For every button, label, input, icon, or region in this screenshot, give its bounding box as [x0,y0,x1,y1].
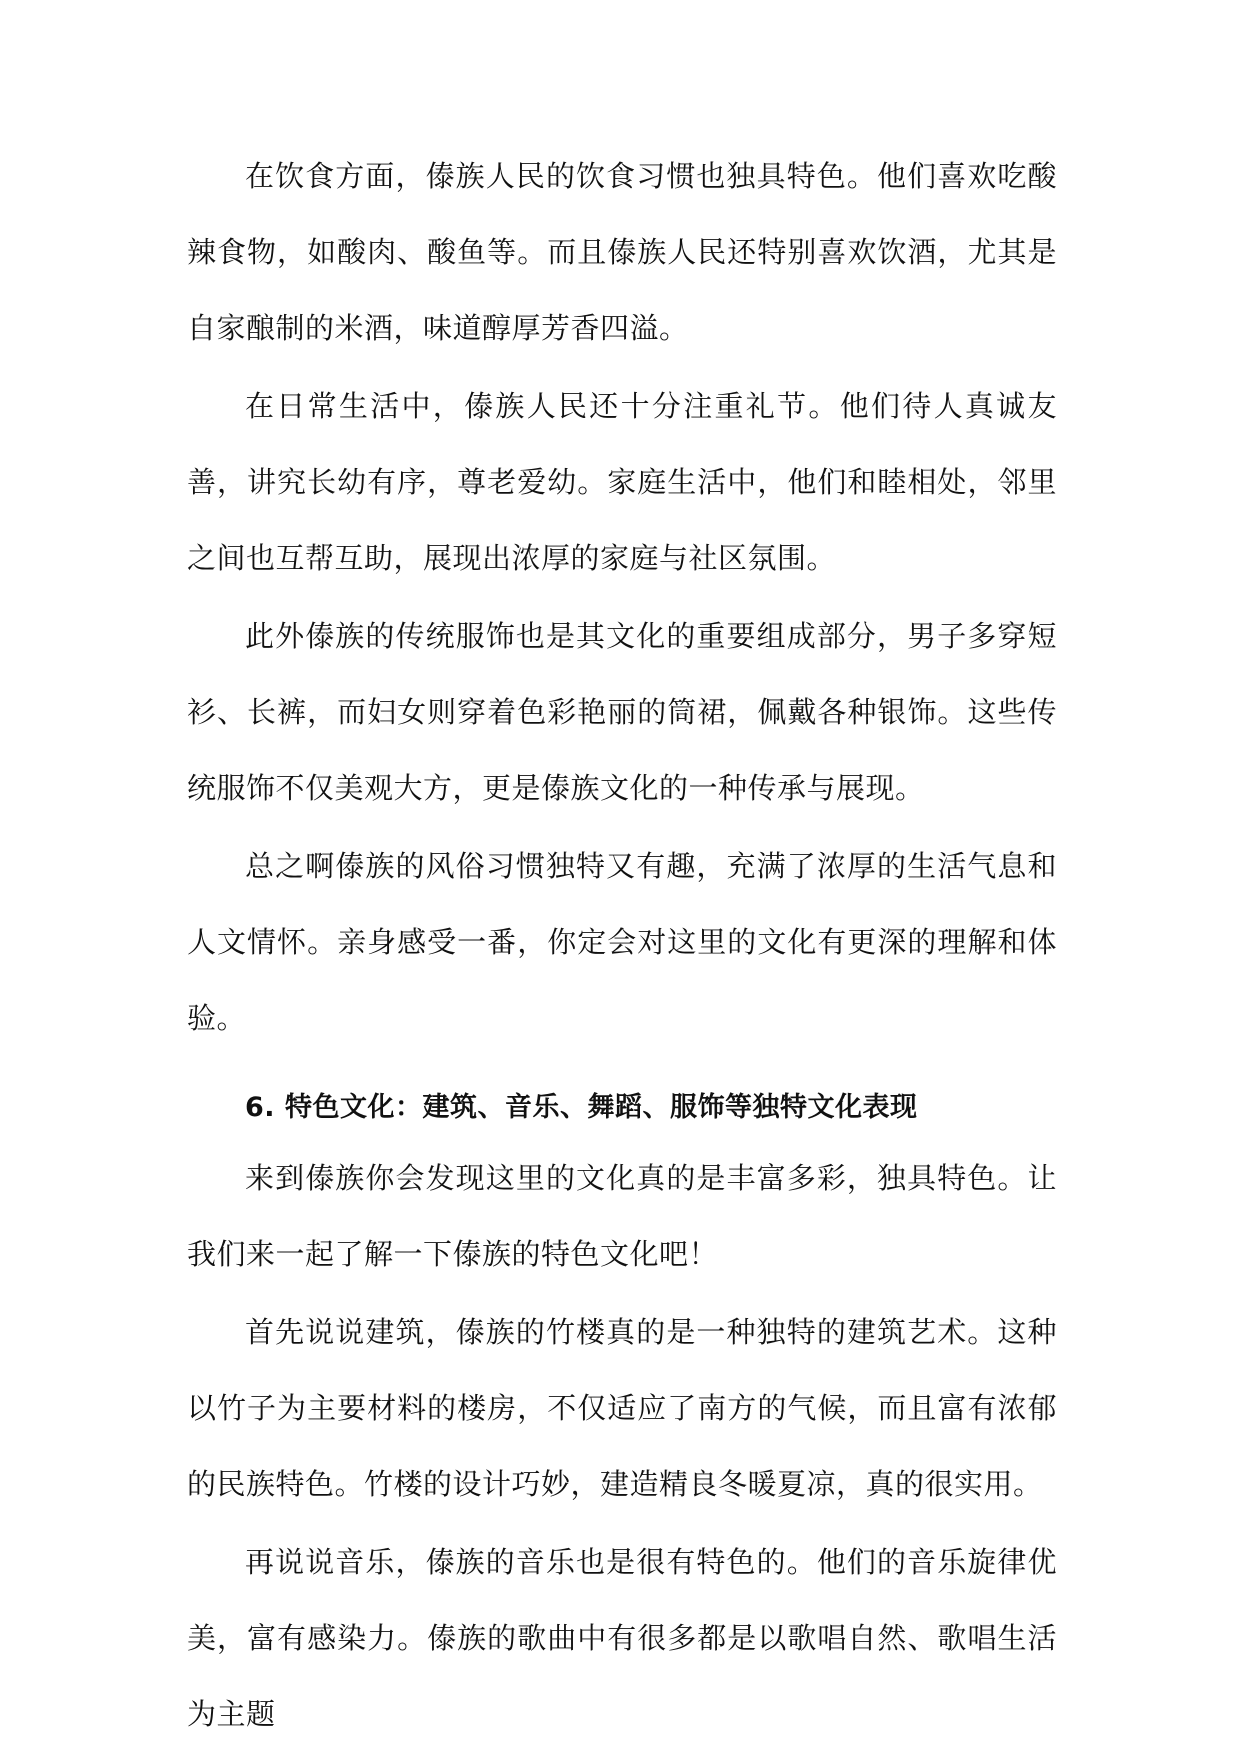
paragraph-etiquette: 在日常生活中，傣族人民还十分注重礼节。他们待人真诚友善，讲究长幼有序，尊老爱幼。家庭生活中，他们和睦相处，邻里之间也互帮互助，展现出浓厚的家庭与社区氛围。 [187,389,1057,575]
document-body [187,138,1057,1754]
paragraph-summary: 总之啊傣族的风俗习惯独特又有趣，充满了浓厚的生活气息和人文情怀。亲身感受一番，你定会对这里的文化有更深的理解和体验。 [187,849,1057,1035]
paragraph-music: 再说说音乐，傣族的音乐也是很有特色的。他们的音乐旋律优美，富有感染力。傣族的歌曲中有很多都是以歌唱自然、歌唱生活为主题 [187,1545,1057,1731]
paragraph-architecture: 首先说说建筑，傣族的竹楼真的是一种独特的建筑艺术。这种以竹子为主要材料的楼房，不仅适应了南方的气候，而且富有浓郁的民族特色。竹楼的设计巧妙，建造精良冬暖夏凉，真的很实用。 [187,1315,1057,1501]
section-heading: 6. 特色文化：建筑、音乐、舞蹈、服饰等独特文化表现 [245,1092,918,1123]
paragraph-intro: 来到傣族你会发现这里的文化真的是丰富多彩，独具特色。让我们来一起了解一下傣族的特色文化吧！ [187,1161,1057,1271]
paragraph-diet: 在饮食方面，傣族人民的饮食习惯也独具特色。他们喜欢吃酸辣食物，如酸肉、酸鱼等。而且傣族人民还特别喜欢饮酒，尤其是自家酿制的米酒，味道醇厚芳香四溢。 [187,159,1057,345]
paragraph-costume: 此外傣族的传统服饰也是其文化的重要组成部分，男子多穿短衫、长裤，而妇女则穿着色彩艳丽的筒裙，佩戴各种银饰。这些传统服饰不仅美观大方，更是傣族文化的一种传承与展现。 [187,619,1057,805]
